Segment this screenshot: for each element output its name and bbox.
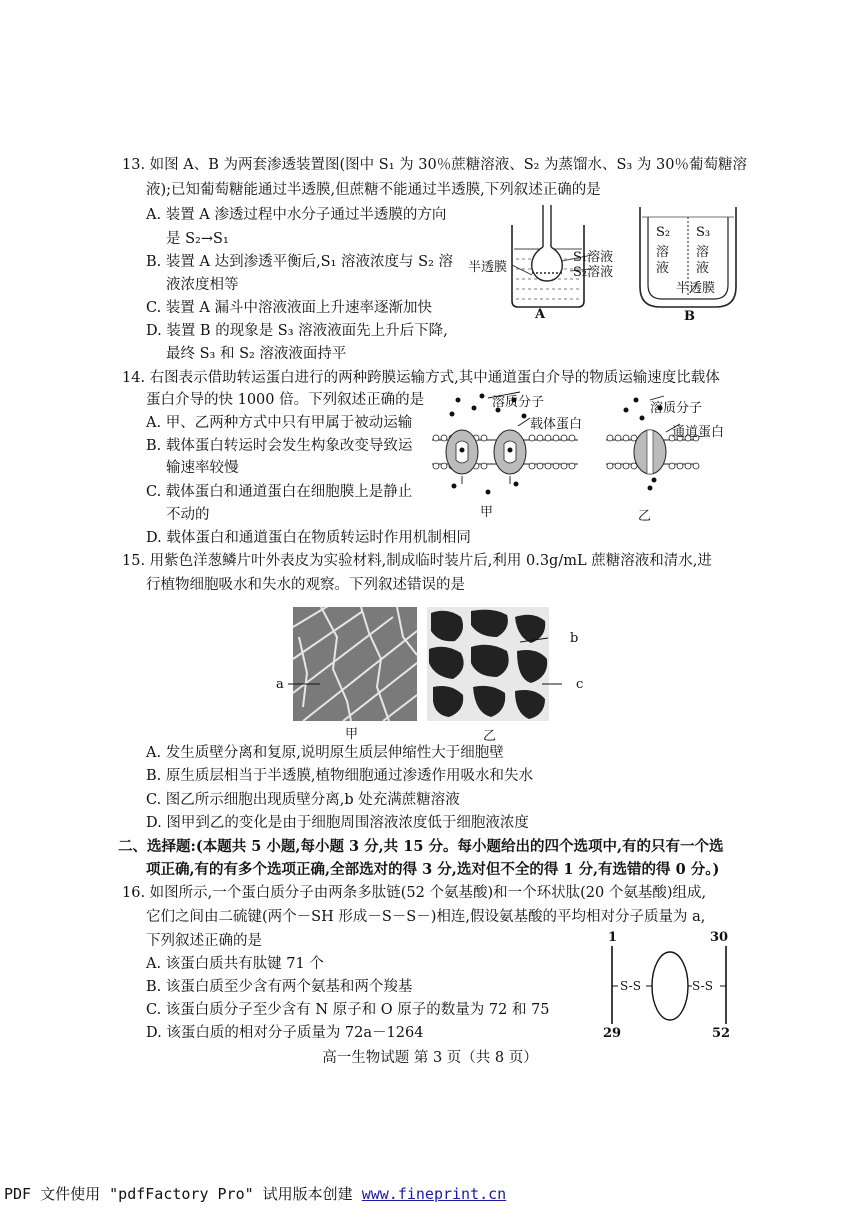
q13-stem-line2: 液);已知葡萄糖能通过半透膜,但蔗糖不能通过半透膜,下列叙述正确的是 (146, 182, 601, 198)
q16-fig-label-52: 52 (712, 1026, 731, 1041)
q15-option-a: A. 发生质壁分离和复原,说明原生质层伸缩性大于细胞壁 (146, 745, 504, 761)
q13-option-d: D. 装置 B 的现象是 S₃ 溶液液面先上升后下降, (146, 323, 448, 339)
q15-label-c: c (576, 677, 584, 692)
q14-fig-yi-caption: 乙 (638, 509, 652, 524)
q14-fig-carrier-label: 载体蛋白 (530, 417, 583, 432)
q14-option-b: B. 载体蛋白转运时会发生构象改变导致运 (146, 438, 413, 454)
pdf-footer-text: PDF 文件使用 "pdfFactory Pro" 试用版本创建 (4, 1185, 362, 1203)
q15-label-a: a (276, 677, 284, 692)
q13-fig-b-s3: S₃ (696, 225, 711, 240)
q15-option-d: D. 图甲到乙的变化是由于细胞周围溶液浓度低于细胞液浓度 (146, 815, 529, 831)
q13-stem-line1: 13. 如图 A、B 为两套渗透装置图(图中 S₁ 为 30％蔗糖溶液、S₂ 为蒸馏水、S₃ 为 30％葡萄糖溶 (122, 157, 747, 173)
q14-option-c: C. 载体蛋白和通道蛋白在细胞膜上是静止 (146, 484, 413, 500)
q15-label-b: b (570, 631, 579, 646)
q16-stem-line2: 它们之间由二硫键(两个－SH 形成－S－S－)相连,假设氨基酸的平均相对分子质量为 a, (146, 909, 706, 925)
q13-option-c: C. 装置 A 漏斗中溶液液面上升速率逐渐加快 (146, 300, 432, 316)
q15-option-b: B. 原生质层相当于半透膜,植物细胞通过渗透作用吸水和失水 (146, 768, 533, 784)
q13-fig-a-s1-label: S₁溶液 (573, 250, 614, 265)
q15-fig-yi-caption: 乙 (483, 729, 497, 744)
q16-fig-disulfide-1: S-S (620, 979, 641, 993)
q14-fig-channel-label: 通道蛋白 (672, 425, 725, 440)
q13-option-b: B. 装置 A 达到渗透平衡后,S₁ 溶液浓度与 S₂ 溶 (146, 254, 453, 270)
q14-stem-line1: 14. 右图表示借助转运蛋白进行的两种跨膜运输方式,其中通道蛋白介导的物质运输速度比载体 (122, 370, 720, 386)
q13-fig-b-s2-ye: 液 (656, 261, 670, 276)
page-number-footer: 高一生物试题 第 3 页（共 8 页） (322, 1050, 538, 1066)
q16-option-c: C. 该蛋白质分子至少含有 N 原子和 O 原子的数量为 72 和 75 (146, 1002, 550, 1018)
q13-fig-b-s2-rong: 溶 (656, 245, 670, 260)
q14-option-d: D. 载体蛋白和通道蛋白在物质转运时作用机制相同 (146, 530, 471, 546)
q13-fig-b-membrane-label: 半透膜 (676, 281, 716, 296)
q13-option-a: A. 装置 A 渗透过程中水分子通过半透膜的方向 (146, 207, 447, 223)
q13-fig-b-s3-rong: 溶 (696, 245, 710, 260)
q14-option-a: A. 甲、乙两种方式中只有甲属于被动运输 (146, 415, 413, 431)
q16-stem-line3: 下列叙述正确的是 (146, 933, 262, 949)
q15-label-leaders (280, 620, 570, 700)
q13-fig-a-membrane-label: 半透膜 (468, 260, 508, 275)
q13-fig-b-s3-ye: 液 (696, 261, 710, 276)
q14-stem-line2: 蛋白介导的快 1000 倍。下列叙述正确的是 (146, 392, 425, 408)
q13-option-a-cont: 是 S₂→S₁ (166, 231, 229, 247)
q15-stem-line1: 15. 用紫色洋葱鳞片叶外表皮为实验材料,制成临时装片后,利用 0.3g/mL 蔗糖溶液和清水,进 (122, 553, 712, 569)
q14-fig-solute2-label: 溶质分子 (650, 401, 703, 416)
q16-option-a: A. 该蛋白质共有肽键 71 个 (146, 956, 324, 972)
q13-fig-b-s2: S₂ (656, 225, 671, 240)
q16-option-d: D. 该蛋白质的相对分子质量为 72a－1264 (146, 1025, 424, 1041)
q16-fig-disulfide-2: S-S (692, 979, 713, 993)
q16-fig-label-29: 29 (603, 1026, 622, 1041)
section2-heading-cont: 项正确,有的有多个选项正确,全部选对的得 3 分,选对但不全的得 1 分,有选错的得 0 分。) (146, 861, 720, 878)
q13-option-b-cont: 液浓度相等 (166, 277, 239, 293)
q14-fig-solute-label: 溶质分子 (492, 395, 545, 410)
q14-option-c-cont: 不动的 (166, 507, 210, 523)
fineprint-link[interactable]: www.fineprint.cn (361, 1185, 507, 1203)
q16-option-b: B. 该蛋白质至少含有两个氨基和两个羧基 (146, 979, 413, 995)
q13-fig-a-caption: A (535, 307, 546, 322)
q14-option-b-cont: 输速率较慢 (166, 460, 239, 476)
q15-stem-line2: 行植物细胞吸水和失水的观察。下列叙述错误的是 (146, 577, 465, 593)
q13-fig-b-caption: B (684, 309, 695, 324)
q13-fig-a-s2-label: S₂溶液 (573, 265, 614, 280)
q15-option-c: C. 图乙所示细胞出现质壁分离,b 处充满蔗糖溶液 (146, 792, 460, 808)
q13-option-d-cont: 最终 S₃ 和 S₂ 溶液液面持平 (166, 346, 347, 362)
q16-stem-line1: 16. 如图所示,一个蛋白质分子由两条多肽链(52 个氨基酸)和一个环状肽(20 个氨基酸)组成, (122, 885, 707, 901)
q14-fig-jia-caption: 甲 (480, 505, 494, 520)
q15-fig-jia-caption: 甲 (345, 727, 359, 742)
q16-fig-label-1: 1 (608, 930, 618, 945)
q16-fig-label-30: 30 (710, 930, 729, 945)
section2-heading: 二、选择题:(本题共 5 小题,每小题 3 分,共 15 分。每小题给出的四个选项中,有的只有一个选 (118, 838, 724, 855)
pdf-generator-footer (0, 1183, 860, 1204)
